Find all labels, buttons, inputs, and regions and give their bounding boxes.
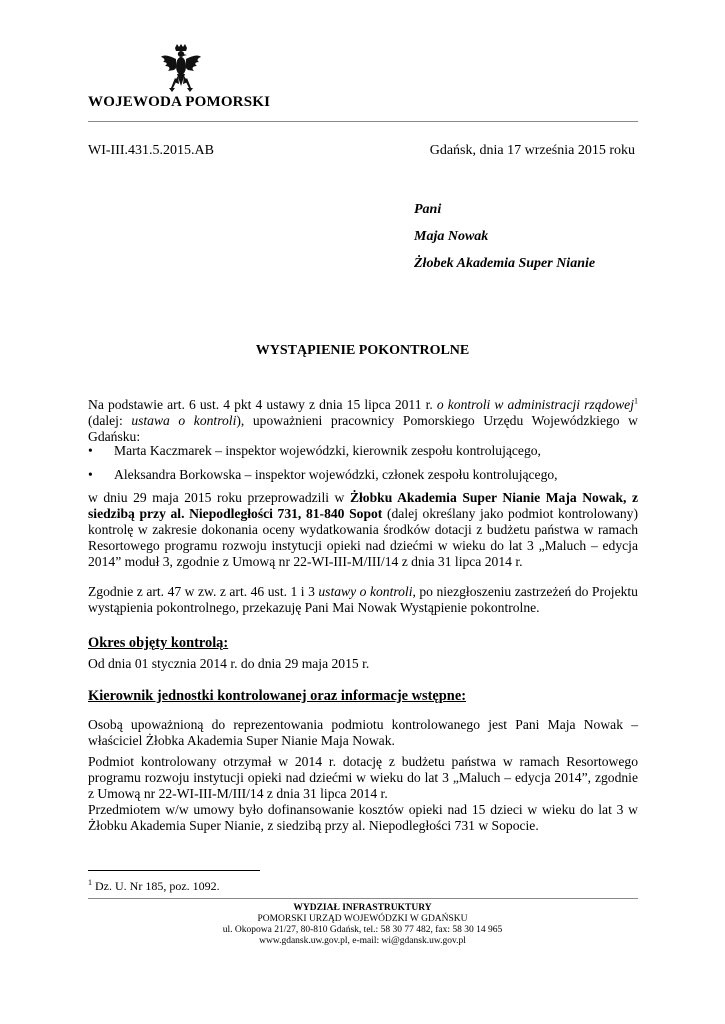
footer-office: POMORSKI URZĄD WOJEWÓDZKI W GDAŃSKU: [257, 914, 468, 924]
footer-divider: [88, 898, 638, 899]
intro-paragraph: Na podstawie art. 6 ust. 4 pkt 4 ustawy z dnia 15 lipca 2011 r. o kontroli w administracji rządowej$^1$ (dalej: ustawa o kontroli), upoważnieni pracownicy Pomorskiego Urzędu Wojewódzkiego w Gdańsku:: [88, 396, 638, 444]
footnote-divider: [88, 870, 260, 871]
document-date: Gdańsk, dnia 17 września 2015 roku: [429, 143, 635, 158]
section-heading-period: Okres objęty kontrolą:: [88, 635, 229, 651]
footer-contact: www.gdansk.uw.gov.pl, e-mail: wi@gdansk.uw.gov.pl: [259, 936, 466, 946]
document-title: WYSTĄPIENIE POKONTROLNE: [255, 343, 470, 358]
footer-address: ul. Okopowa 21/27, 80-810 Gdańsk, tel.: 58 30 77 482, fax: 58 30 14 965: [222, 925, 503, 935]
footer-department: WYDZIAŁ INFRASTRUKTURY: [293, 903, 432, 913]
bullet-icon: •: [88, 443, 93, 458]
subsidy-paragraph: Podmiot kontrolowany otrzymał w 2014 r. dotację z budżetu państwa w ramach Resortowego programu rozwoju instytucji opieki nad dziećmi w wieku do lat 3 „Maluch – edycja 2014”, zgodnie z Umową nr 22-WI-III-M/III/14 z dnia 31 lipca 2014 r.: [88, 754, 638, 801]
control-description-paragraph: w dniu 29 maja 2015 roku przeprowadzili w Żłobku Akademia Super Nianie Maja Nowak, z siedzibą przy al. Niepodległości 731, 81-840 Sopot (dalej określany jako podmiot kontrolowany) kontrolę w zakresie dokonania oceny wydatkowania środków dotacji z budżetu państwa w ramach Resortowego programu rozwoju instytucji opieki nad dziećmi w wieku do lat 3 „Maluch – edycja 2014” moduł 3, zgodnie z Umową nr 22-WI-III-M/III/14 z dnia 31 lipca 2014 r.: [88, 490, 639, 569]
manager-paragraph: Osobą upoważnioną do reprezentowania podmiotu kontrolowanego jest Pani Maja Nowak – właściciel Żłobka Akademia Super Nianie Maja Nowak.: [88, 717, 638, 748]
section-heading-manager: Kierownik jednostki kontrolowanej oraz informacje wstępne:: [88, 688, 466, 704]
addressee-name: Maja Nowak: [414, 229, 489, 244]
footnote: $^1$ Dz. U. Nr 185, poz. 1092.: [88, 878, 220, 893]
addressee-salutation: Pani: [414, 202, 442, 217]
handover-paragraph: Zgodnie z art. 47 w zw. z art. 46 ust. 1 i 3 ustawy o kontroli, po niezgłoszeniu zastrzeżeń do Projektu wystąpienia pokontrolnego, przekazuję Pani Mai Nowak Wystąpienie pokontrolne.: [88, 584, 638, 615]
agreement-subject-paragraph: Przedmiotem w/w umowy było dofinansowanie kosztów opieki nad 15 dzieci w wieku do lat 3 w Żłobku Akademia Super Nianie, z siedzibą przy al. Niepodległości 731 w Sopocie.: [88, 802, 638, 833]
organization-name: WOJEWODA POMORSKI: [88, 94, 271, 110]
header-divider: [88, 121, 638, 122]
reference-number: WI-III.431.5.2015.AB: [88, 143, 214, 158]
list-item: • Marta Kaczmarek – inspektor wojewódzki, kierownik zespołu kontrolującego,: [88, 443, 541, 458]
eagle-emblem-icon: [160, 44, 202, 96]
list-item: • Aleksandra Borkowska – inspektor wojewódzki, członek zespołu kontrolującego,: [88, 467, 558, 482]
addressee-institution: Żłobek Akademia Super Nianie: [414, 256, 596, 271]
bullet-icon: •: [88, 467, 93, 482]
period-text: Od dnia 01 stycznia 2014 r. do dnia 29 maja 2015 r.: [88, 656, 370, 671]
